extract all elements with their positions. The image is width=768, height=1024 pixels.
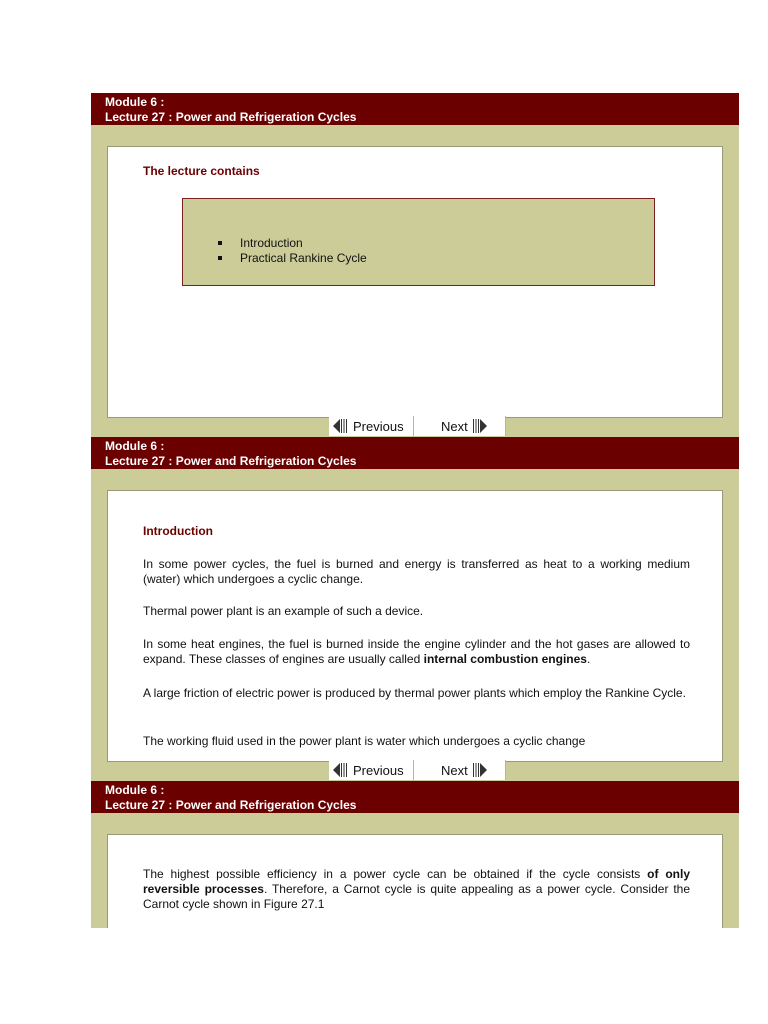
previous-label: Previous (353, 418, 404, 434)
contents-title: The lecture contains (143, 164, 260, 178)
section-header (91, 781, 739, 813)
lecture-title: Lecture 27 : Power and Refrigeration Cycles (105, 454, 357, 468)
contents-box (182, 198, 655, 286)
content-panel (91, 469, 739, 782)
content-card (107, 490, 723, 762)
next-label: Next (441, 762, 468, 778)
text-span: . (586, 652, 591, 666)
pager-2 (329, 760, 506, 780)
intro-paragraph-2: Thermal power plant is an example of such a device. (143, 604, 424, 618)
bold-term: internal combustion engines (423, 652, 587, 666)
lecture-title: Lecture 27 : Power and Refrigeration Cycles (105, 110, 357, 124)
previous-button[interactable] (329, 760, 414, 780)
bold-term: of only reversible processes (143, 867, 691, 896)
list-item[interactable] (218, 251, 367, 266)
previous-button[interactable] (329, 416, 414, 436)
text-span: In some heat engines, the fuel is burned inside the engine cylinder and the hot gases are allowed to expand. These classes of engines are usually called (143, 637, 690, 666)
text-span: The highest possible efficiency in a power cycle can be obtained if the cycle consists (143, 867, 648, 881)
bars-icon (473, 763, 479, 777)
content-panel (91, 125, 739, 437)
page-3 (91, 781, 739, 928)
item-link-rankine[interactable]: Practical Rankine Cycle (240, 251, 367, 265)
intro-title: Introduction (143, 524, 213, 538)
next-button[interactable] (414, 760, 506, 780)
lecture-title: Lecture 27 : Power and Refrigeration Cycles (105, 798, 357, 812)
page-1 (91, 93, 739, 437)
right-arrow-icon (480, 419, 487, 433)
module-label: Module 6 : (105, 95, 165, 109)
previous-label: Previous (353, 762, 404, 778)
intro-paragraph-4: A large friction of electric power is produced by thermal power plants which employ the Rankine Cycle. (143, 686, 686, 700)
intro-paragraph-1: In some power cycles, the fuel is burned and energy is transferred as heat to a working medium (water) which undergoes a cyclic change. (143, 557, 690, 586)
content-panel (91, 813, 739, 928)
list-item[interactable] (218, 236, 367, 251)
pager-1 (329, 416, 506, 436)
section-header (91, 93, 739, 125)
right-arrow-icon (480, 763, 487, 777)
module-label: Module 6 : (105, 439, 165, 453)
left-arrow-icon (333, 419, 340, 433)
bars-icon (341, 763, 347, 777)
contents-list (218, 236, 367, 266)
content-card (107, 834, 723, 928)
intro-paragraph-3 (143, 637, 690, 667)
carnot-paragraph (143, 867, 690, 912)
page-2 (91, 437, 739, 782)
bars-icon (473, 419, 479, 433)
text-span: . Therefore, a Carnot cycle is quite appealing as a power cycle. Consider the Carnot cycle shown in Figure 27.1 (143, 882, 691, 911)
bars-icon (341, 419, 347, 433)
next-label: Next (441, 418, 468, 434)
content-card (107, 146, 723, 418)
next-button[interactable] (414, 416, 506, 436)
module-label: Module 6 : (105, 783, 165, 797)
section-header (91, 437, 739, 469)
left-arrow-icon (333, 763, 340, 777)
intro-paragraph-5: The working fluid used in the power plant is water which undergoes a cyclic change (143, 734, 586, 748)
item-link-introduction[interactable]: Introduction (240, 236, 303, 250)
